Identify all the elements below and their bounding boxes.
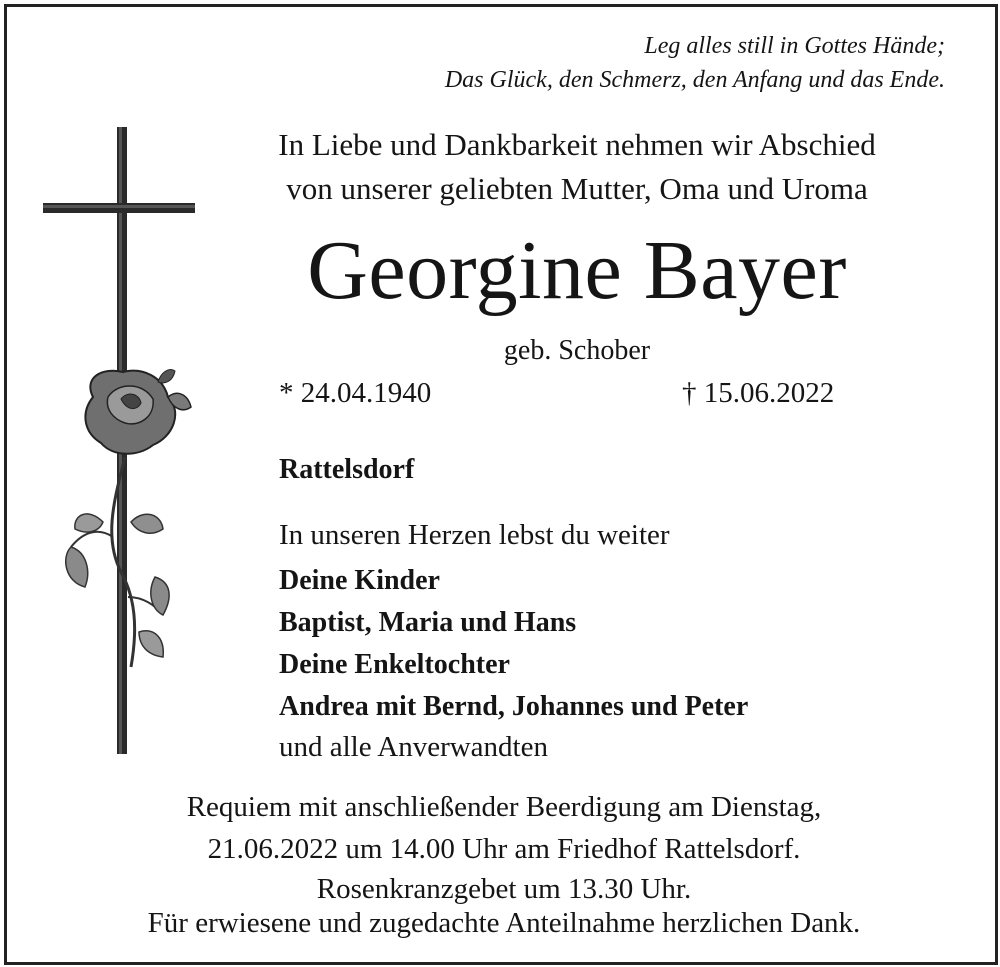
service-line-2: 21.06.2022 um 14.00 Uhr am Friedhof Rattelsdorf. [207, 833, 801, 865]
service-line-3: Rosenkranzgebet um 13.30 Uhr. [316, 873, 692, 905]
maiden-name: geb. Schober [503, 335, 651, 366]
death-date: † 15.06.2022 [682, 377, 835, 409]
motto-line-2: Das Glück, den Schmerz, den Anfang und das Ende. [444, 67, 945, 93]
granddaughter-title: Deine Enkeltochter [279, 649, 510, 680]
children-title: Deine Kinder [279, 565, 440, 596]
mourners-closing: und alle Anverwandten [279, 731, 548, 763]
granddaughter-names: Andrea mit Bernd, Johannes und Peter [279, 691, 749, 722]
residence-place: Rattelsdorf [279, 454, 415, 485]
intro-line-1: In Liebe und Dankbarkeit nehmen wir Abschied [278, 127, 876, 162]
mourners-lead: In unseren Herzen lebst du weiter [279, 519, 670, 551]
obituary-notice [4, 4, 998, 965]
motto-line-1: Leg alles still in Gottes Hände; [644, 33, 945, 59]
children-names: Baptist, Maria und Hans [279, 607, 577, 638]
thanks-line: Für erwiesene und zugedachte Anteilnahme herzlichen Dank. [147, 907, 861, 939]
birth-date: * 24.04.1940 [279, 377, 432, 409]
cross-with-rose-icon [43, 127, 213, 762]
service-line-1: Requiem mit anschließender Beerdigung am Dienstag, [186, 791, 822, 823]
deceased-name: Georgine Bayer [307, 224, 847, 317]
intro-line-2: von unserer geliebten Mutter, Oma und Uroma [286, 171, 868, 206]
